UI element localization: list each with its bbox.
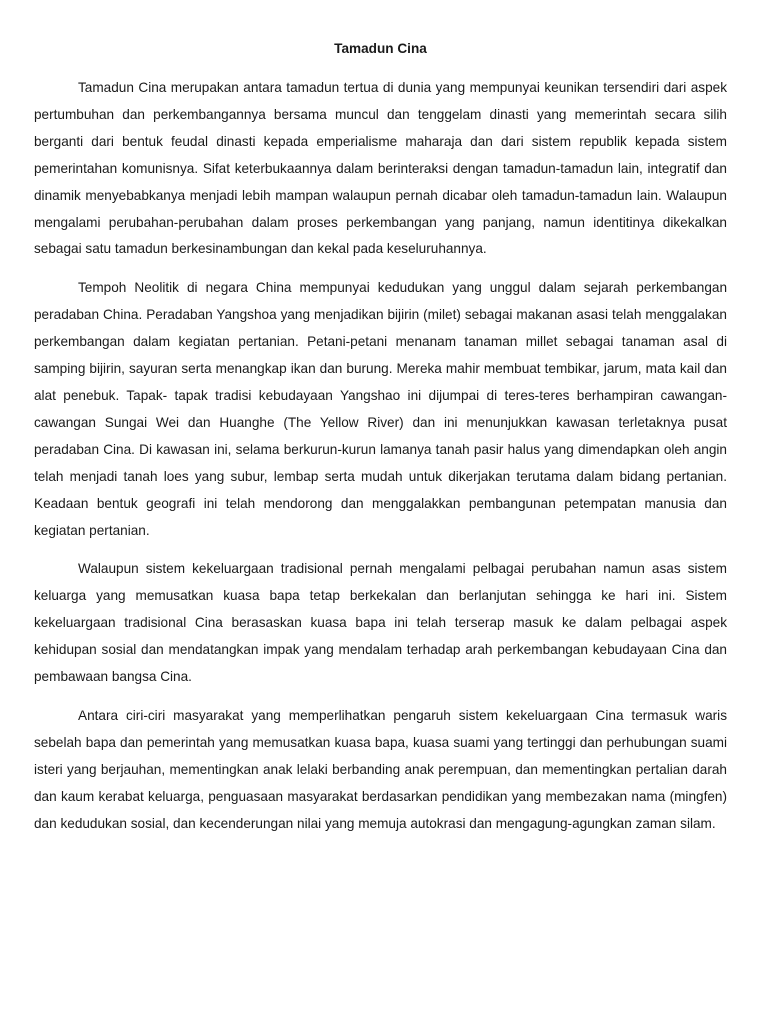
- paragraph-3: Walaupun sistem kekeluargaan tradisional pernah mengalami pelbagai perubahan namun asas sistem keluarga yang memusatkan kuasa bapa tetap berkekalan dan berlanjutan sehingga ke hari ini. Sistem kekeluargaan tradisional Cina berasaskan kuasa bapa ini telah terserap masuk ke dalam pelbagai aspek kehidupan sosial dan mendatangkan impak yang mendalam terhadap arah perkembangan kebudayaan Cina dan pembawaan bangsa Cina.: [34, 561, 727, 685]
- document-body: [34, 38, 727, 837]
- document-title: Tamadun Cina: [334, 41, 427, 56]
- paragraph-1: Tamadun Cina merupakan antara tamadun tertua di dunia yang mempunyai keunikan tersendiri dari aspek pertumbuhan dan perkembangannya bersama muncul dan tenggelam dinasti yang memerintah secara silih berganti dari bentuk feudal dinasti kepada emperialisme maharaja dan dari sistem republik kepada sistem pemerintahan komunisnya. Sifat keterbukaannya dalam berinteraksi dengan tamadun-tamadun lain, integratif dan dinamik menyebabkanya menjadi lebih mampan walaupun pernah dicabar oleh tamadun-tamadun lain. Walaupun mengalami perubahan-perubahan dalam proses perkembangan yang panjang, namun identitinya dikekalkan sebagai satu tamadun berkesinambungan dan kekal pada keseluruhannya.: [34, 80, 727, 257]
- paragraph-4: Antara ciri-ciri masyarakat yang memperlihatkan pengaruh sistem kekeluargaan Cina termasuk waris sebelah bapa dan pemerintah yang memusatkan kuasa bapa, kuasa suami yang tertinggi dan perhubungan suami isteri yang berjauhan, mementingkan anak lelaki berbanding anak perempuan, dan mementingkan pertalian darah dan kaum kerabat keluarga, penguasaan masyarakat berdasarkan pendidikan yang membezakan nama (mingfen) dan kedudukan sosial, dan kecenderungan nilai yang memuja autokrasi dan mengagung-agungkan zaman silam.: [34, 707, 727, 831]
- paragraph-2: Tempoh Neolitik di negara China mempunyai kedudukan yang unggul dalam sejarah perkembangan peradaban China. Peradaban Yangshoa yang menjadikan bijirin (milet) sebagai makanan asasi telah menggalakan perkembangan dalam kegiatan pertanian. Petani-petani menanam tanaman millet sebagai tanaman asal di samping bijirin, sayuran serta menangkap ikan dan burung. Mereka mahir membuat tembikar, jarum, mata kail dan alat penebuk. Tapak- tapak tradisi kebudayaan Yangshao ini dijumpai di teres-teres berhampiran cawangan-cawangan Sungai Wei dan Huanghe (The Yellow River) dan ini menunjukkan kawasan terletaknya pusat peradaban Cina. Di kawasan ini, selama berkurun-kurun lamanya tanah pasir halus yang dimendapkan oleh angin telah menjadi tanah loes yang subur, lembap serta mudah untuk dikerjakan terutama dalam bidang pertanian. Keadaan bentuk geografi ini telah mendorong dan menggalakkan pembangunan petempatan manusia dan kegiatan pertanian.: [34, 280, 727, 538]
